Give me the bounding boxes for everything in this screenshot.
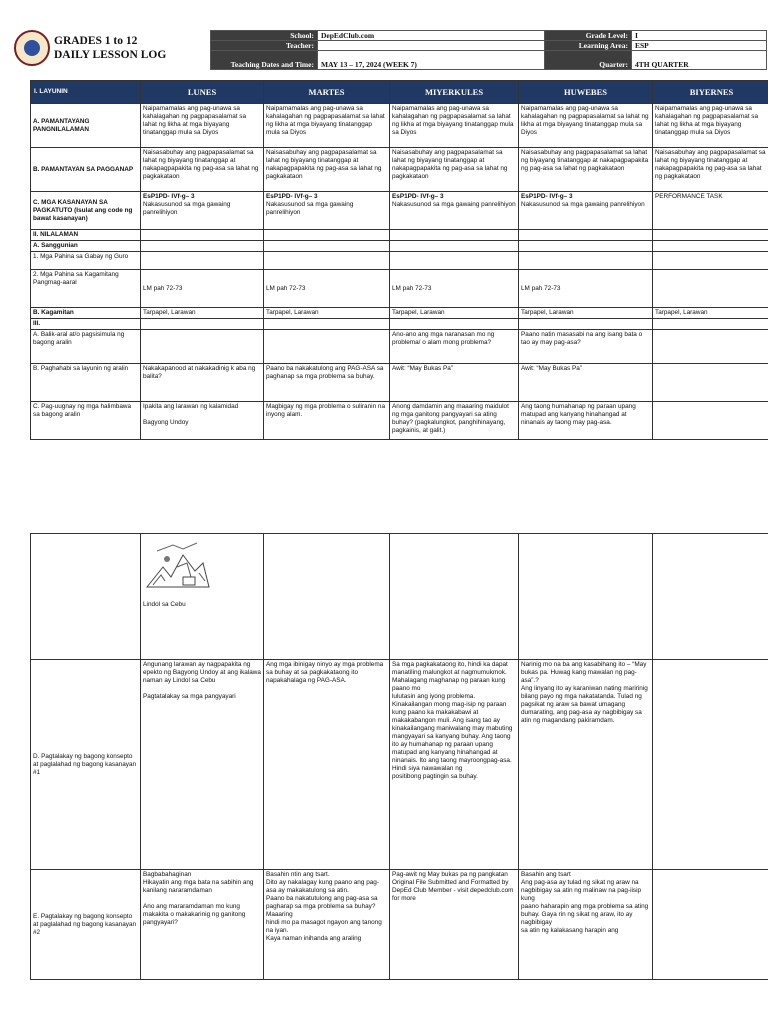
row-label: B. Paghahabi sa layunin ng aralin [31, 364, 141, 402]
row-label: C. MGA KASANAYAN SA PAGKATUTO (Isulat ang code ng bawat kasanayan) [31, 192, 141, 230]
table-row [31, 364, 768, 402]
row-label: C. Pag-uugnay ng mga halimbawa sa bagong aralin [31, 402, 141, 440]
cell [519, 534, 653, 660]
day-header-row [31, 81, 768, 104]
row-label: E. Pagtalakay ng bagong konsepto at paglalahad ng bagong kasanayan #2 [31, 870, 141, 980]
cell: Basahin ntin ang tsart. Dito ay nakalagay kung paano ang pag-asa ay makakatulong sa atin. Paano ba nakatutulong ang pag-asa sa pagharap sa mga problema sa buhay? Maaaring hindi mo pa masagot ngayon ang tanong na iyan. Kaya naman inihanda ang araling [264, 870, 390, 980]
quarter-label: Quarter: [545, 51, 632, 70]
table-row [31, 330, 768, 364]
cell [390, 241, 519, 252]
cell: Tarpapel, Larawan [519, 308, 653, 319]
cell: Tarpapel, Larawan [390, 308, 519, 319]
grade-value: I [632, 31, 767, 41]
grade-label: Grade Level: [545, 31, 632, 41]
competency-code: EsP1PD- IVf-g– 3 [266, 193, 318, 200]
row-label: A. PAMANTAYANG PANGNILALAMAN [31, 104, 141, 148]
cell: Naisasabuhay ang pagpapasalamat sa lahat ng biyayang tinatanggap at nakapagpapakita ng pag-asa sa lahat ng pagkakataon [653, 148, 768, 192]
cell [141, 192, 264, 230]
document-title: GRADES 1 to 12 DAILY LESSON LOG [54, 35, 167, 61]
cell [390, 319, 519, 330]
cell: Bagbabahaginan Hikayatin ang mga bata na sabihin ang kanilang nararamdaman Ano ang mararamdaman mo kung makakita o makakarinig ng ganitong pangyayari? [141, 870, 264, 980]
cell [141, 252, 264, 270]
table-row [31, 192, 768, 230]
school-value: DepEdClub.com [318, 31, 545, 41]
table-row [31, 252, 768, 270]
row-label: A. Sanggunian [31, 241, 141, 252]
lesson-table-page1 [30, 80, 768, 440]
competency-text: Nakasusunod sa mga gawaing panrelihiyon [266, 201, 354, 216]
cell: Naisasabuhay ang pagpapasalamat sa lahat ng biyayang tinatanggap at nakapagpapakita ng pag-asa sa lahat ng pagkakataon [519, 148, 653, 192]
dates-label: Teaching Dates and Time: [211, 51, 318, 70]
cell [264, 241, 390, 252]
table-row [31, 319, 768, 330]
picture-caption: Lindol sa Cebu [143, 601, 186, 608]
cell: Tarpapel, Larawan [141, 308, 264, 319]
cell [653, 252, 768, 270]
table-row [31, 148, 768, 192]
cell [653, 241, 768, 252]
cell [653, 319, 768, 330]
cell: Ipakita ang larawan ng kalamidad Bagyong Undoy [141, 402, 264, 440]
row-label: D. Pagtalakay ng bagong konsepto at paglalahad ng bagong kasanayan #1 [31, 660, 141, 870]
cell [264, 319, 390, 330]
deped-seal-icon [14, 30, 50, 66]
cell: Naisasabuhay ang pagpapasalamat sa lahat ng biyayang tinatanggap at nakapagpapakita ng pag-asa sa lahat ng pagkakataon [264, 148, 390, 192]
day-header-miyerkules: MIYERKULES [390, 81, 519, 104]
cell [653, 402, 768, 440]
table-row [31, 870, 768, 980]
row-label: B. PAMANTAYAN SA PAGGANAP [31, 148, 141, 192]
dates-value: MAY 13 – 17, 2024 (WEEK 7) [318, 51, 545, 70]
cell [390, 230, 519, 241]
cell [653, 870, 768, 980]
cell: LM pah 72-73 [264, 270, 390, 308]
table-row [31, 241, 768, 252]
row-label [31, 534, 141, 660]
competency-code: EsP1PD- IVf-g– 3 [392, 193, 444, 200]
row-label: 1. Mga Pahina sa Gabay ng Guro [31, 252, 141, 270]
area-value: ESP [632, 41, 767, 51]
row-label: III. [31, 319, 141, 330]
earthquake-picture [143, 537, 261, 597]
layunin-header: I. LAYUNIN [31, 81, 141, 104]
competency-text: Nakasusunod sa mga gawaing panrelihiyon [143, 201, 231, 216]
cell: Paano natin masasabi na ang isang bata o tao ay may pag-asa? [519, 330, 653, 364]
cell [519, 192, 653, 230]
cell [519, 252, 653, 270]
cell: Ang taong humahanap ng paraan upang matupad ang kanyang hinahangad at ninanais ay taong may pag-asa. [519, 402, 653, 440]
competency-text: Nakasusunod sa mga gawaing panrelihiyon [392, 201, 516, 208]
cell: Naisasabuhay ang pagpapasalamat sa lahat ng biyayang tinatanggap at nakapagpapakita ng pag-asa sa lahat ng pagkakataon [390, 148, 519, 192]
row-label: B. Kagamitan [31, 308, 141, 319]
cell [519, 319, 653, 330]
cell [264, 192, 390, 230]
cell [264, 330, 390, 364]
cell [653, 270, 768, 308]
cell: Anong damdamin ang maaaring maidulot ng mga ganitong pangyayari sa ating buhay? (pagkalungkot, panghihinayang, pagkainis, at galit.) [390, 402, 519, 440]
cell: LM pah 72-73 [141, 270, 264, 308]
cell: Ano-ano ang mga naranasan mo ng problema/ o alam mong problema? [390, 330, 519, 364]
cell: Awit: “May Bukas Pa” [390, 364, 519, 402]
cell [141, 534, 264, 660]
teacher-value [318, 41, 545, 51]
competency-text: Nakasusunod sa mga gawaing panrelihiyon [521, 201, 645, 208]
cell [141, 241, 264, 252]
cell: Naisasabuhay ang pagpapasalamat sa lahat ng biyayang tinatanggap at nakapagpapakita ng pag-asa sa lahat ng pagkakataon [141, 148, 264, 192]
table-row [31, 308, 768, 319]
cell [653, 660, 768, 870]
cell [519, 241, 653, 252]
day-header-huwebes: HUWEBES [519, 81, 653, 104]
cell [141, 319, 264, 330]
cell [653, 330, 768, 364]
quarter-value: 4TH QUARTER [632, 51, 767, 70]
cell: Pag-awit ng May bukas pa ng pangkatan Original File Submitted and Formatted by DepEd Club Member - visit depedclub.com for more [390, 870, 519, 980]
cell [653, 230, 768, 241]
day-header-martes: MARTES [264, 81, 390, 104]
row-label: 2. Mga Pahina sa Kagamitang Pangmag-aaral [31, 270, 141, 308]
cell: Angunang larawan ay nagpapakita ng epekto ng Bagyong Undoy at ang ikalawa naman ay Lindol sa Cebu Pagtatalakay sa mga pangyayari [141, 660, 264, 870]
cell: LM pah 72-73 [519, 270, 653, 308]
row-label: II. NILALAMAN [31, 230, 141, 241]
table-row [31, 660, 768, 870]
cell: Sa mga pagkakataong ito, hindi ka dapat manatiling malungkot at nagmumukmok. Mahalagang maghanap ng paraan kung paano mo lulutasin ang iyong problema. Kinakailangan mong mag-isip ng paraan kung paano ka makakabawi at makakabangon muli. Ang isang tao ay kinakailangang maniwalang may mabuting mangyayari sa kanyang buhay. Ang taong ito ay humahanap ng paraan upang matupad ang kanyang hinahangad at ninanais. Ito ang taong mayroongpag-asa. Hindi siya nawawalan ng positibong pagtingin sa buhay. [390, 660, 519, 870]
cell: Naipamamalas ang pag-unawa sa kahalagahan ng pagpapasalamat sa lahat ng likha at mga biyayang tinatanggap mula sa Diyos [519, 104, 653, 148]
cell: PERFORMANCE TASK [653, 192, 768, 230]
cell [653, 534, 768, 660]
day-header-lunes: LUNES [141, 81, 264, 104]
cell: Ang mga ibinigay ninyo ay mga problema sa buhay at sa pagkakataong ito napakahalaga ng PAG-ASA. [264, 660, 390, 870]
cell: Paano ba nakakatulong ang PAG-ASA sa paghanap sa mga problema sa buhay. [264, 364, 390, 402]
area-label: Learning Area: [545, 41, 632, 51]
cell [141, 330, 264, 364]
school-label: School: [211, 31, 318, 41]
cell: Narinig mo na ba ang kasabihang ito – “May bukas pa. Huwag kang mawalan ng pag-asa”.? Ang linyang ito ay karaniwan nating maririnig bilang payo ng mga nakatatanda. Tulad ng pagsikat ng araw sa bawat umagang dumarating, ang pag-asa ay nagbibigay sa atin ng magandang pakiramdam. [519, 660, 653, 870]
table-row [31, 402, 768, 440]
cell: LM pah 72-73 [390, 270, 519, 308]
cell [390, 534, 519, 660]
cell [264, 252, 390, 270]
cell: Tarpapel, Larawan [264, 308, 390, 319]
header-info-table [210, 30, 767, 70]
cell: Basahin ang tsart Ang pag-asa ay tulad ng sikat ng araw na nagbibigay sa atin ng malinaw na pag-iisip kung paano haharapin ang mga problema sa ating buhay. Gaya rin ng sikat ng araw, ito ay nagbibigay sa atin ng kalakasang harapin ang [519, 870, 653, 980]
cell [390, 252, 519, 270]
cell: Magbigay ng mga problema o suliranin na inyong alam. [264, 402, 390, 440]
cell [141, 230, 264, 241]
competency-code: EsP1PD- IVf-g– 3 [521, 193, 573, 200]
cell: Naipamamalas ang pag-unawa sa kahalagahan ng pagpapasalamat sa lahat ng likha at mga biyayang tinatanggap mula sa Diyos [264, 104, 390, 148]
cell: Tarpapel, Larawan [653, 308, 768, 319]
cell: Naipamamalas ang pag-unawa sa kahalagahan ng pagpapasalamat sa lahat ng likha at mga biyayang tinatanggap mula sa Diyos [141, 104, 264, 148]
cell [519, 230, 653, 241]
table-row [31, 230, 768, 241]
day-header-biyernes: BIYERNES [653, 81, 768, 104]
table-row [31, 104, 768, 148]
cell: Naipamamalas ang pag-unawa sa kahalagahan ng pagpapasalamat sa lahat ng likha at mga biyayang tinatanggap mula sa Diyos [390, 104, 519, 148]
cell: Nakakapanood at nakakadinig k aba ng balita? [141, 364, 264, 402]
cell: Naipamamalas ang pag-unawa sa kahalagahan ng pagpapasalamat sa lahat ng likha at mga biyayang tinatanggap mula sa Diyos [653, 104, 768, 148]
cell [390, 192, 519, 230]
row-label: A. Balik-aral at/o pagsisimula ng bagong aralin [31, 330, 141, 364]
competency-code: EsP1PD- IVf-g– 3 [143, 193, 195, 200]
cell: Awit: “May Bukas Pa” [519, 364, 653, 402]
teacher-label: Teacher: [211, 41, 318, 51]
table-row [31, 534, 768, 660]
cell [653, 364, 768, 402]
table-row [31, 270, 768, 308]
cell [264, 534, 390, 660]
cell [264, 230, 390, 241]
lesson-table-page2 [30, 533, 768, 980]
